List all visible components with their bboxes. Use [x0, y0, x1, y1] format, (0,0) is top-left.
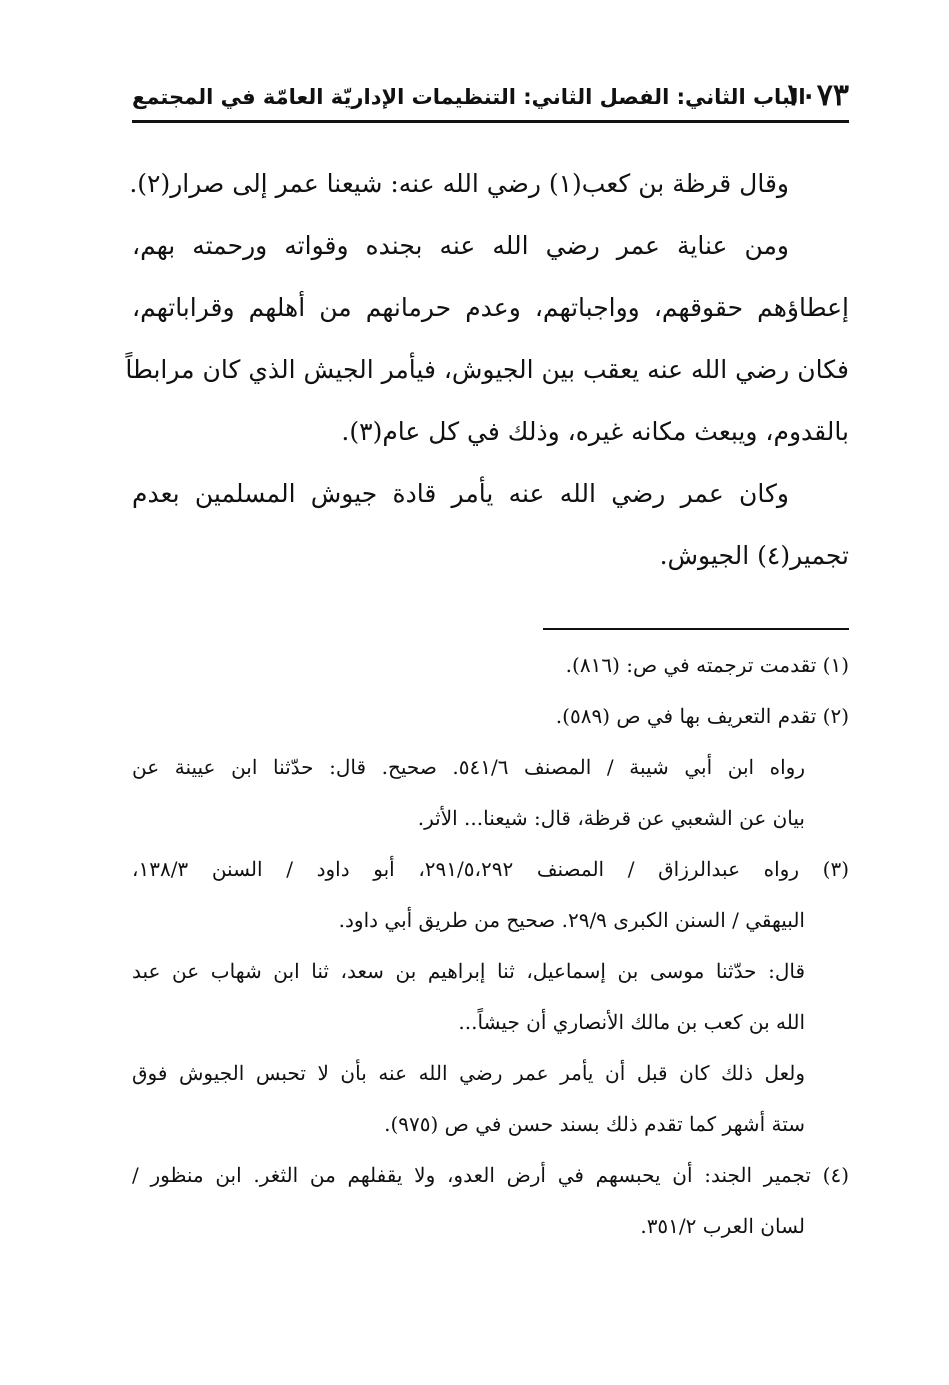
- body-line: تجمير(٤) الجيوش.: [659, 541, 849, 570]
- footnote-line: البيهقي / السنن الكبرى ٢٩/٩. صحيح من طريق أبي داود.: [338, 908, 805, 932]
- footnote-line: قال: حدّثنا موسى بن إسماعيل، ثنا إبراهيم بن سعد، ثنا ابن شهاب عن عبد: [132, 959, 805, 983]
- body-line: إعطاؤهم حقوقهم، وواجباتهم، وعدم حرمانهم من أهلهم وقراباتهم،: [132, 293, 849, 322]
- footnote-line: رواه ابن أبي شيبة / المصنف ٥٤١/٦. صحيح. قال: حدّثنا ابن عيينة عن: [132, 755, 805, 779]
- page-number: ١٠٧٣: [784, 78, 849, 113]
- footnote-line: ستة أشهر كما تقدم ذلك بسند حسن في ص (٩٧٥).: [384, 1112, 805, 1136]
- footnote-separator: [543, 628, 849, 630]
- body-line: بالقدوم، ويبعث مكانه غيره، وذلك في كل عام(٣).: [341, 417, 849, 446]
- footnote-line: (١) تقدمت ترجمته في ص: (٨١٦).: [565, 653, 849, 677]
- footnotes: [132, 640, 849, 1252]
- page-header: [132, 78, 849, 118]
- footnote-line: (٤) تجمير الجند: أن يحبسهم في أرض العدو، ولا يقفلهم من الثغر. ابن منظور /: [132, 1163, 849, 1187]
- footnote-line: ولعل ذلك كان قبل أن يأمر عمر رضي الله عنه بأن لا تحبس الجيوش فوق: [132, 1061, 805, 1085]
- running-title: الباب الثاني: الفصل الثاني: التنظيمات الإداريّة العامّة في المجتمع: [132, 85, 806, 109]
- footnote-line: لسان العرب ٣٥١/٢.: [640, 1214, 805, 1238]
- body-line: ومن عناية عمر رضي الله عنه بجنده وقواته ورحمته بهم،: [132, 231, 789, 260]
- footnote-line: بيان عن الشعبي عن قرظة، قال: شيعنا... الأثر.: [417, 806, 805, 830]
- body-line: وكان عمر رضي الله عنه يأمر قادة جيوش المسلمين بعدم: [132, 479, 789, 508]
- body-line: وقال قرظة بن كعب(١) رضي الله عنه: شيعنا عمر إلى صرار(٢).: [129, 169, 789, 198]
- main-text: [125, 153, 849, 587]
- footnote-line: (٢) تقدم التعريف بها في ص (٥٨٩).: [555, 704, 849, 728]
- header-rule: [132, 120, 849, 123]
- body-line: فكان رضي الله عنه يعقب بين الجيوش، فيأمر الجيش الذي كان مرابطاً: [125, 355, 849, 384]
- footnote-line: (٣) رواه عبدالرزاق / المصنف ٢٩١/٥،٢٩٢، أبو داود / السنن ١٣٨/٣،: [132, 857, 849, 881]
- footnote-line: الله بن كعب بن مالك الأنصاري أن جيشاً...: [458, 1010, 805, 1034]
